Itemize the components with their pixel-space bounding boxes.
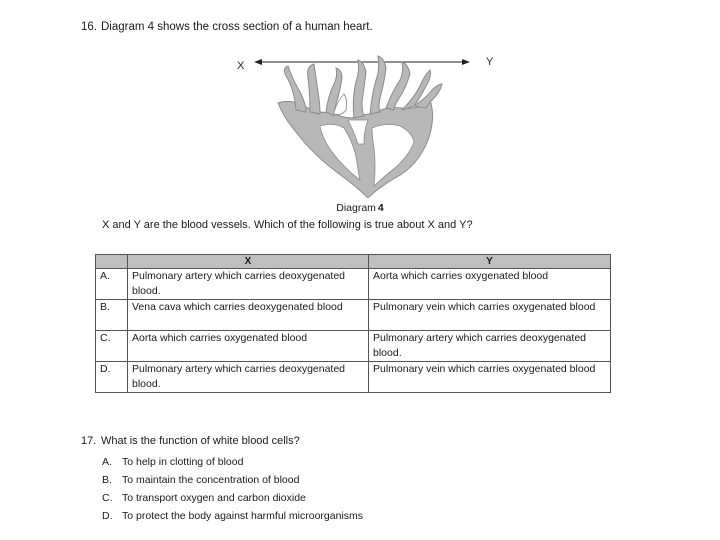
cell-x: Pulmonary artery which carries deoxygenated blood. <box>128 362 369 393</box>
table-row <box>96 331 611 362</box>
option-label: A. <box>102 456 112 468</box>
cell-x: Aorta which carries oxygenated blood <box>128 331 369 362</box>
cell-x: Pulmonary artery which carries deoxygenated blood. <box>128 269 369 300</box>
question-number: 16. <box>81 21 97 33</box>
question-16-prompt: X and Y are the blood vessels. Which of the following is true about X and Y? <box>102 219 473 231</box>
option-c[interactable] <box>102 489 363 507</box>
label-x: X <box>237 60 245 72</box>
option-d[interactable] <box>102 507 363 525</box>
table-header-blank <box>96 255 128 269</box>
arrow-left-icon <box>254 59 262 65</box>
heart-diagram <box>230 48 510 198</box>
table-header-y: Y <box>369 255 611 269</box>
row-label: D. <box>96 362 128 393</box>
table-row <box>96 362 611 393</box>
option-text: To maintain the concentration of blood <box>122 474 300 486</box>
table-header-row <box>96 255 611 269</box>
diagram-caption <box>0 202 720 214</box>
question-text: What is the function of white blood cells? <box>101 435 300 447</box>
question-17 <box>81 435 300 447</box>
table-row <box>96 300 611 331</box>
option-b[interactable] <box>102 471 363 489</box>
caption-number: 4 <box>377 202 384 214</box>
option-text: To help in clotting of blood <box>122 456 244 468</box>
question-16 <box>81 21 373 33</box>
table-header-x: X <box>128 255 369 269</box>
row-label: A. <box>96 269 128 300</box>
question-text: Diagram 4 shows the cross section of a human heart. <box>101 21 373 33</box>
heart-shape <box>278 56 442 198</box>
question-17-options <box>102 453 363 525</box>
cell-y: Pulmonary vein which carries oxygenated blood <box>369 300 611 331</box>
cell-y: Pulmonary artery which carries deoxygenated blood. <box>369 331 611 362</box>
option-label: B. <box>102 474 112 486</box>
cell-x: Vena cava which carries deoxygenated blood <box>128 300 369 331</box>
option-label: C. <box>102 492 113 504</box>
table-row <box>96 269 611 300</box>
caption-word: Diagram <box>336 202 376 214</box>
option-a[interactable] <box>102 453 363 471</box>
arrow-right-icon <box>462 59 470 65</box>
label-y: Y <box>486 56 494 68</box>
row-label: B. <box>96 300 128 331</box>
cell-y: Pulmonary vein which carries oxygenated blood <box>369 362 611 393</box>
heart-cross-section-image <box>230 48 510 198</box>
cell-y: Aorta which carries oxygenated blood <box>369 269 611 300</box>
option-label: D. <box>102 510 113 522</box>
question-number: 17. <box>81 435 97 447</box>
row-label: C. <box>96 331 128 362</box>
option-text: To transport oxygen and carbon dioxide <box>122 492 306 504</box>
option-text: To protect the body against harmful microorganisms <box>122 510 364 522</box>
answer-table <box>95 254 611 393</box>
